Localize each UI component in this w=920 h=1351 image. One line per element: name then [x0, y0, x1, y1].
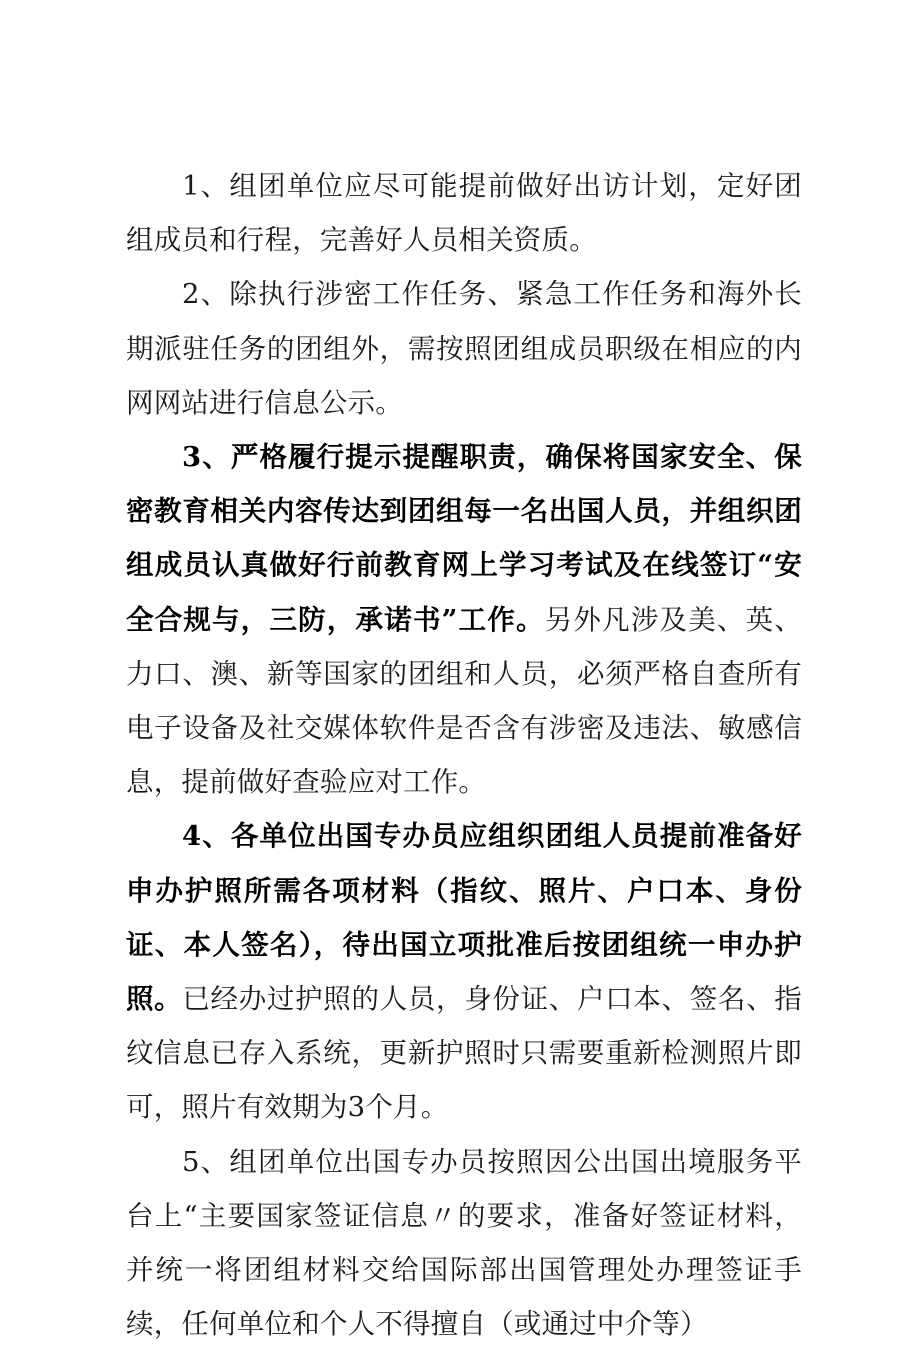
paragraph-2-text: 2、除执行涉密工作任务、紧急工作任务和海外长期派驻任务的团组外，需按照团组成员职级在相应的内网网站进行信息公示。: [126, 278, 802, 419]
paragraph-4-bold: 4、各单位出国专办员应组织团组人员提前准备好申办护照所需各项材料（指纹、照片、户口本、身份证、本人签名），待出国立项批准后按团组统一申办护照。: [126, 820, 802, 1016]
paragraph-3: [126, 430, 802, 809]
paragraph-2: [126, 267, 802, 430]
paragraph-5-text: 5、组团单位出国专办员按照因公出国出境服务平台上“主要国家签证信息〃的要求，准备好签证材料，并统一将团组材料交给国际部出国管理处办理签证手续，任何单位和个人不得擅自（或通过中介等）: [126, 1145, 802, 1341]
paragraph-4: [126, 809, 802, 1134]
paragraph-1: [126, 159, 802, 267]
document-body: [126, 159, 802, 1351]
paragraph-3-bold: 3、严格履行提示提醒职责，确保将国家安全、保密教育相关内容传达到团组每一名出国人员，并组织团组成员认真做好行前教育网上学习考试及在线签订“安全合规与，三防，承诺书”工作。: [126, 441, 802, 636]
paragraph-5: [126, 1135, 802, 1351]
paragraph-4-text: 已经办过护照的人员，身份证、户口本、签名、指纹信息已存入系统，更新护照时只需要重新检测照片即可，照片有效期为3个月。: [126, 983, 802, 1124]
paragraph-3-text: 另外凡涉及美、英、力口、澳、新等国家的团组和人员，必须严格自查所有电子设备及社交媒体软件是否含有涉密及违法、敏感信息，提前做好查验应对工作。: [126, 603, 802, 799]
paragraph-1-text: 1、组团单位应尽可能提前做好出访计划，定好团组成员和行程，完善好人员相关资质。: [126, 170, 802, 257]
